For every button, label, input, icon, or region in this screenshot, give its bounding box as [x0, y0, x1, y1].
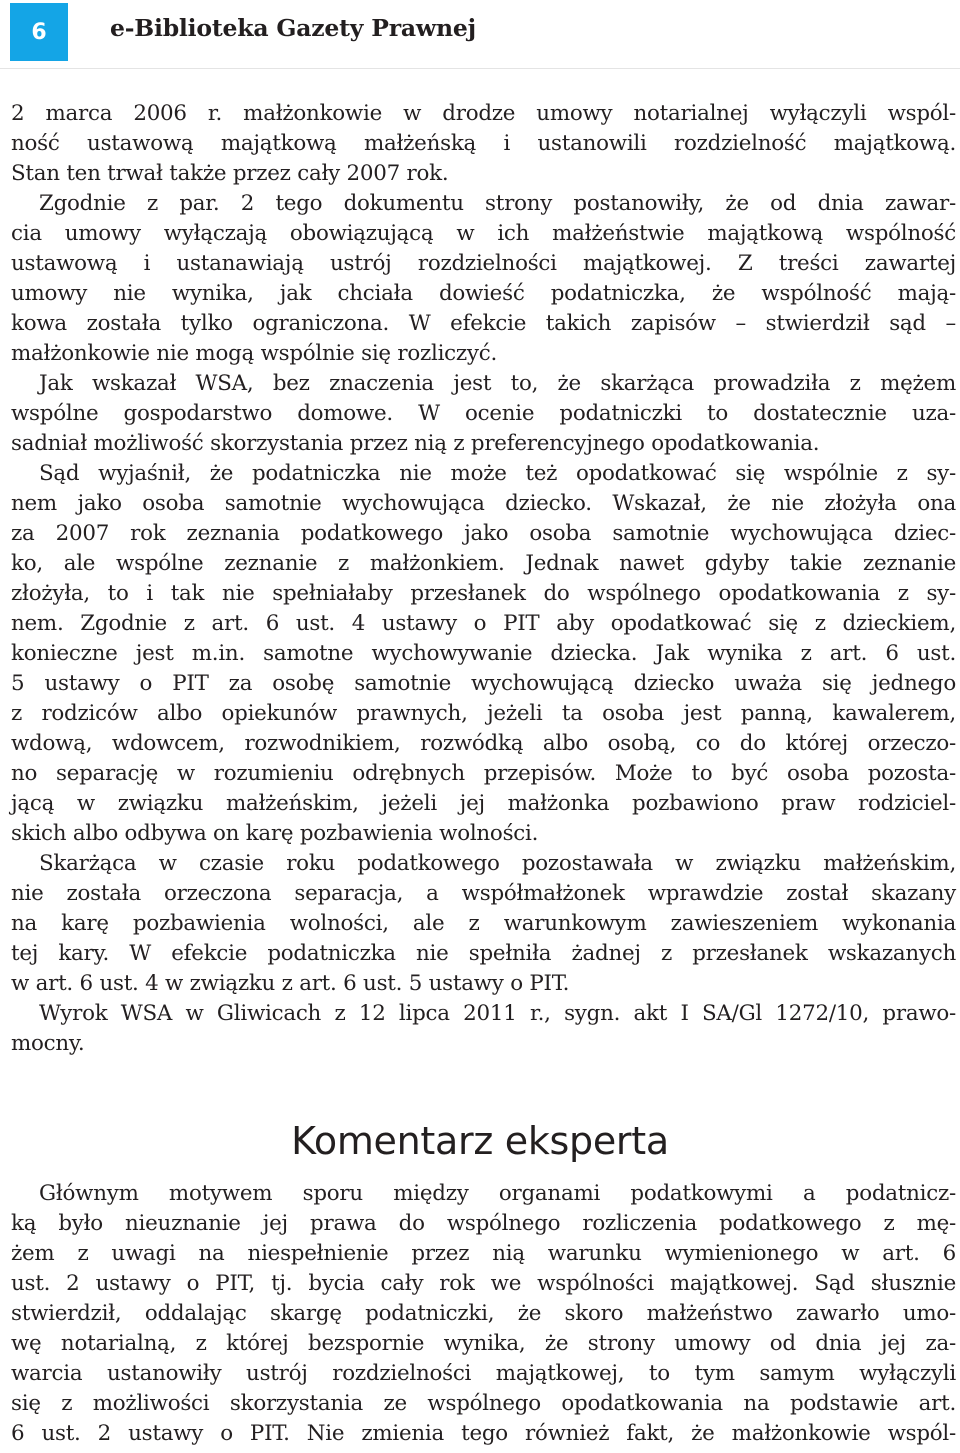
- text-line: 2 marca 2006 r. małżonkowie w drodze umowy notarialnej wyłączyli wspól-: [11, 101, 956, 126]
- header-divider: [0, 68, 960, 69]
- text-line: skich albo odbywa on karę pozbawienia wolności.: [11, 821, 539, 846]
- text-line: wspólne gospodarstwo domowe. W ocenie podatniczki to dostatecznie uza-: [11, 401, 956, 426]
- text-line: złożyła, to i tak nie spełniałaby przesłanek do wspólnego opodatkowania z sy-: [11, 581, 956, 606]
- text-line: wę notarialną, z której bezspornie wynika, że strony umowy od dnia jej za-: [11, 1331, 956, 1356]
- text-line: nem jako osoba samotnie wychowująca dziecko. Wskazał, że nie złożyła ona: [11, 491, 956, 516]
- text-line: no separację w rozumieniu odrębnych przepisów. Może to być osoba pozosta-: [11, 761, 956, 786]
- text-line: z rodziców albo opiekunów prawnych, jeżeli ta osoba jest panną, kawalerem,: [11, 701, 956, 726]
- page-number-badge: 6: [10, 3, 68, 61]
- text-line: ust. 2 ustawy o PIT, tj. bycia cały rok we wspólności majątkowej. Sąd słusznie: [11, 1271, 956, 1296]
- text-line: jącą w związku małżeńskim, jeżeli jej małżonka pozbawiono praw rodziciel-: [11, 791, 956, 816]
- text-line: Jak wskazał WSA, bez znaczenia jest to, że skarżąca prowadziła z mężem: [39, 371, 956, 396]
- text-line: sadniał możliwość skorzystania przez nią z preferencyjnego opodatkowania.: [11, 431, 820, 456]
- text-line: kowa została tylko ograniczona. W efekcie takich zapisów – stwierdził sąd –: [11, 311, 956, 336]
- text-line: za 2007 rok zeznania podatkowego jako osoba samotnie wychowująca dziec-: [11, 521, 956, 546]
- text-line: nem. Zgodnie z art. 6 ust. 4 ustawy o PIT aby opodatkować się z dzieckiem,: [11, 611, 956, 636]
- text-line: ustawową i ustanawiają ustrój rozdzielności majątkowej. Z treści zawartej: [11, 251, 956, 276]
- text-line: żem z uwagi na niespełnienie przez nią warunku wymienionego w art. 6: [11, 1241, 956, 1266]
- section-title: Komentarz eksperta: [291, 1118, 669, 1163]
- text-line: cia umowy wyłączają obowiązującą w ich małżeństwie majątkową wspólność: [11, 221, 956, 246]
- text-line: ność ustawową majątkową małżeńską i ustanowili rozdzielność majątkową.: [11, 131, 956, 156]
- text-line: nie została orzeczona separacja, a współmałżonek wprawdzie został skazany: [11, 881, 956, 906]
- text-line: Sąd wyjaśnił, że podatniczka nie może też opodatkować się wspólnie z sy-: [39, 461, 956, 486]
- text-line: Głównym motywem sporu między organami podatkowymi a podatnicz-: [39, 1181, 956, 1206]
- text-line: umowy nie wynika, jak chciała dowieść podatniczka, że wspólność mają-: [11, 281, 956, 306]
- text-line: w art. 6 ust. 4 w związku z art. 6 ust. 5 ustawy o PIT.: [11, 971, 570, 996]
- page-header: [0, 0, 960, 64]
- text-line: konieczne jest m.in. samotne wychowywanie dziecka. Jak wynika z art. 6 ust.: [11, 641, 956, 666]
- text-line: 6 ust. 2 ustawy o PIT. Nie zmienia tego również fakt, że małżonkowie wspól-: [11, 1421, 956, 1446]
- text-line: Stan ten trwał także przez cały 2007 rok.: [11, 161, 449, 186]
- text-line: Zgodnie z par. 2 tego dokumentu strony postanowiły, że od dnia zawar-: [39, 191, 956, 216]
- text-line: Wyrok WSA w Gliwicach z 12 lipca 2011 r., sygn. akt I SA/Gl 1272/10, prawo-: [39, 1001, 956, 1026]
- text-line: ką było nieuznanie jej prawa do wspólnego rozliczenia podatkowego z mę-: [11, 1211, 956, 1236]
- text-line: Skarżąca w czasie roku podatkowego pozostawała w związku małżeńskim,: [39, 851, 956, 876]
- text-line: warcia ustanowiły ustrój rozdzielności majątkowej, to tym samym wyłączyli: [11, 1361, 956, 1386]
- text-line: małżonkowie nie mogą wspólnie się rozliczyć.: [11, 341, 498, 366]
- text-line: ko, ale wspólne zeznanie z małżonkiem. Jednak nawet gdyby takie zeznanie: [11, 551, 956, 576]
- text-line: 5 ustawy o PIT za osobę samotnie wychowującą dziecko uważa się jednego: [11, 671, 956, 696]
- publication-title: e-Biblioteka Gazety Prawnej: [110, 14, 476, 42]
- text-line: na karę pozbawienia wolności, ale z warunkowym zawieszeniem wykonania: [11, 911, 956, 936]
- text-line: wdową, wdowcem, rozwodnikiem, rozwódką albo osobą, co do której orzeczo-: [11, 731, 956, 756]
- text-line: mocny.: [11, 1031, 85, 1056]
- text-line: się z możliwości skorzystania ze wspólnego opodatkowania na podstawie art.: [11, 1391, 956, 1416]
- text-line: stwierdził, oddalając skargę podatniczki, że skoro małżeństwo zawarło umo-: [11, 1301, 956, 1326]
- text-line: tej kary. W efekcie podatniczka nie spełniła żadnej z przesłanek wskazanych: [11, 941, 956, 966]
